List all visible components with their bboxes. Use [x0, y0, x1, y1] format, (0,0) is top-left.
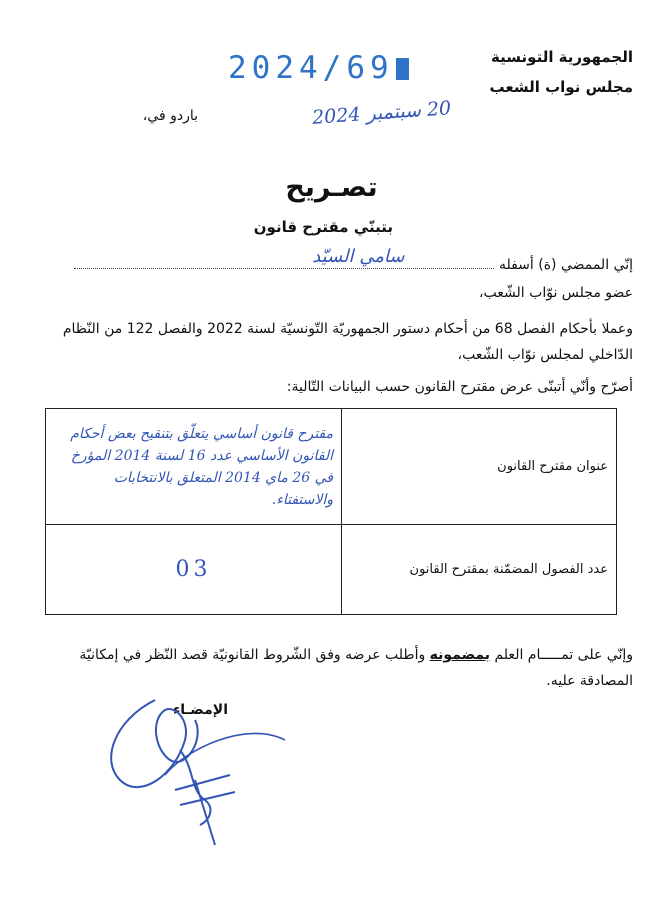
closing-post: وأطلب عرضه وفق الشّروط القانونيّة قصد النّظر في إمكانيّة المصادقة عليه.	[79, 647, 633, 689]
place-label: باردو في،	[142, 108, 198, 124]
stamp-number: 2024/69	[228, 50, 394, 86]
declaration-line: أصرّح وأنّي أتبنّى عرض مقترح القانون حسب البيانات التّالية:	[286, 379, 633, 395]
member-line: عضو مجلس نوّاب الشّعب،	[479, 285, 633, 301]
signature-strokes	[175, 775, 235, 845]
proposal-table	[45, 408, 617, 615]
signer-name: سامي السيّد	[312, 246, 405, 267]
stamp-blot	[396, 58, 409, 80]
signature-loop	[111, 700, 198, 787]
table-value-articles: 03	[46, 525, 342, 615]
registration-stamp	[228, 50, 409, 86]
handwritten-date: 20 سبتمبر 2024	[311, 97, 452, 129]
closing-bold: بمضمونه	[429, 647, 491, 663]
handwritten-signature	[95, 680, 295, 850]
signer-line	[33, 246, 633, 278]
document-subtitle: بتبنّي مقترح قانون	[253, 218, 393, 236]
table-row	[46, 525, 617, 615]
table-label-title: عنوان مقترح القانون	[342, 409, 617, 525]
assembly-header: مجلس نواب الشعب	[489, 78, 633, 96]
republic-header: الجمهورية التونسية	[491, 48, 633, 66]
table-value-title: مقترح قانون أساسي يتعلّق بتنقيح بعض أحكام القانون الأساسي عدد 16 لسنة 2014 المؤرخ في 26 ماي 2014 المتعلق بالانتخابات والاستفتاء.	[46, 409, 342, 525]
title-text: تصـريح	[285, 172, 378, 203]
signature-label: الإمضـاء	[173, 702, 228, 718]
document-title	[0, 172, 663, 203]
legal-basis: وعملا بأحكام الفصل 68 من أحكام دستور الجمهوريّة التّونسيّة لسنة 2022 والفصل 122 من النّظام الدّاخلي لمجلس نوّاب الشّعب،	[62, 321, 633, 363]
table-label-articles: عدد الفصول المضمّنة بمقترح القانون	[342, 525, 617, 615]
closing-pre: وإنّي على تمـــــام العلم	[490, 647, 633, 663]
table-row	[46, 409, 617, 525]
signer-dotted-field	[74, 246, 494, 269]
signer-prefix: إنّي الممضي (ة) أسفله	[498, 257, 633, 273]
